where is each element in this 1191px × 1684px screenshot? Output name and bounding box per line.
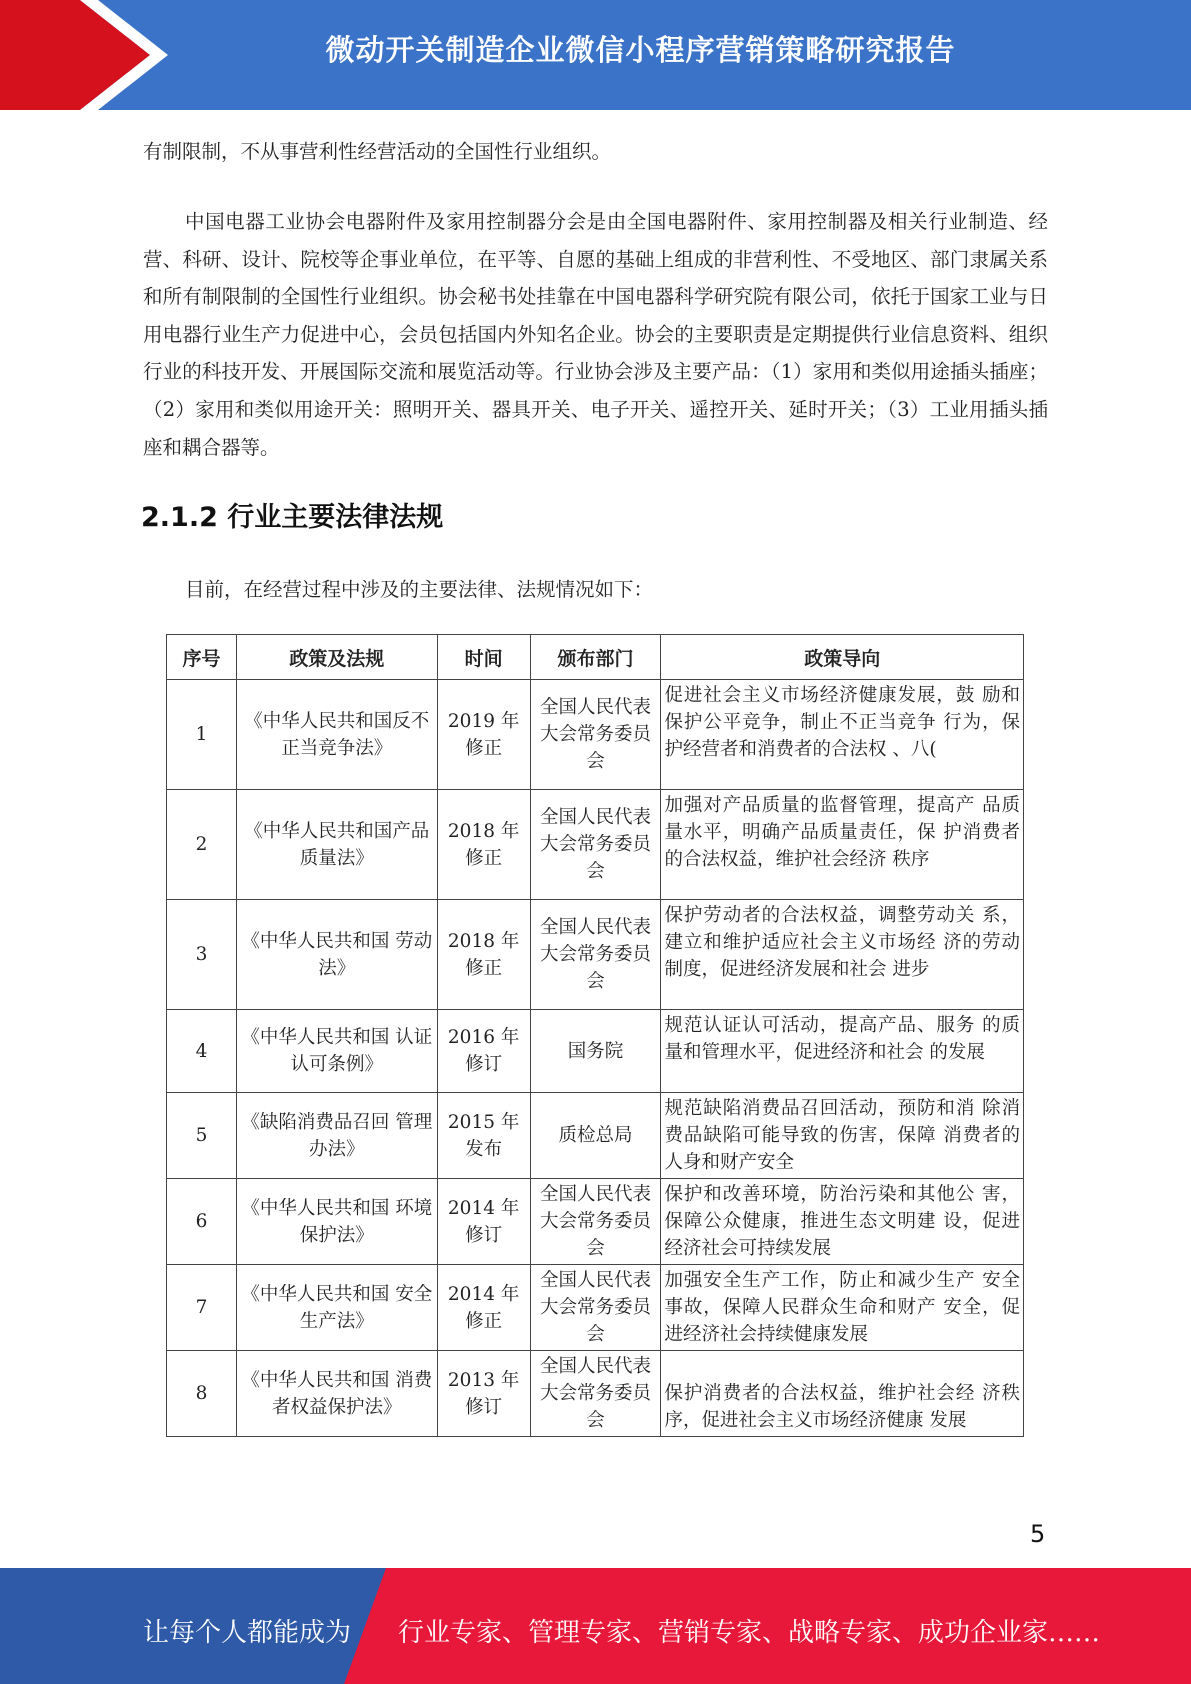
table-row (167, 790, 1024, 900)
cell-orientation: 规范缺陷消费品召回活动，预防和消 除消费品缺陷可能导致的伤害，保障 消费者的人身和财产安全 (661, 1093, 1024, 1179)
table-row (167, 680, 1024, 790)
footer-slogan-left: 让每个人都能成为 (143, 1618, 352, 1648)
header-department: 颁布部门 (530, 635, 661, 680)
header-law: 政策及法规 (236, 635, 437, 680)
cell-law: 《中华人民共和国产品质量法》 (236, 790, 437, 900)
header-index: 序号 (167, 635, 237, 680)
cell-law: 《缺陷消费品召回 管理办法》 (236, 1093, 437, 1179)
cell-law: 《中华人民共和国 认证认可条例》 (236, 1010, 437, 1093)
cell-time: 2013 年修订 (437, 1351, 530, 1437)
page-header (0, 0, 1191, 110)
cell-department: 全国人民代表大会常务委员会 (530, 1265, 661, 1351)
cell-orientation: 保护劳动者的合法权益，调整劳动关 系，建立和维护适应社会主义市场经 济的劳动制度，促进经济发展和社会 进步 (661, 900, 1024, 1010)
cell-orientation: 保护和改善环境，防治污染和其他公 害，保障公众健康，推进生态文明建 设，促进经济社会可持续发展 (661, 1179, 1024, 1265)
table-row (167, 1093, 1024, 1179)
cell-time: 2014 年修订 (437, 1179, 530, 1265)
paragraph-continued: 有制限制，不从事营利性经营活动的全国性行业组织。 (143, 140, 612, 163)
cell-department: 质检总局 (530, 1093, 661, 1179)
paragraph-association: 中国电器工业协会电器附件及家用控制器分会是由全国电器附件、家用控制器及相关行业制造、经营、科研、设计、院校等企事业单位，在平等、自愿的基础上组成的非营利性、不受地区、部门隶属关系和所有制限制的全国性行业组织。协会秘书处挂靠在中国电器科学研究院有限公司，依托于国家工业与日用电器行业生产力促进中心，会员包括国内外知名企业。协会的主要职责是定期提供行业信息资料、组织行业的科技开发、开展国际交流和展览活动等。行业协会涉及主要产品：（1）家用和类似用途插头插座；（2）家用和类似用途开关：照明开关、器具开关、电子开关、遥控开关、延时开关；（3）工业用插头插座和耦合器等。 (143, 210, 1048, 459)
header-orientation: 政策导向 (661, 635, 1024, 680)
cell-index: 1 (167, 680, 237, 790)
cell-department: 全国人民代表大会常务委员会 (530, 900, 661, 1010)
laws-table (166, 634, 1024, 1437)
cell-index: 7 (167, 1265, 237, 1351)
report-title: 微动开关制造企业微信小程序营销策略研究报告 (325, 33, 956, 67)
table-row (167, 1351, 1024, 1437)
cell-law: 《中华人民共和国反不正当竞争法》 (236, 680, 437, 790)
table-row (167, 1179, 1024, 1265)
cell-department: 国务院 (530, 1010, 661, 1093)
cell-law: 《中华人民共和国 安全生产法》 (236, 1265, 437, 1351)
cell-index: 4 (167, 1010, 237, 1093)
cell-department: 全国人民代表大会常务委员会 (530, 790, 661, 900)
cell-index: 8 (167, 1351, 237, 1437)
cell-index: 3 (167, 900, 237, 1010)
cell-law: 《中华人民共和国 消费者权益保护法》 (236, 1351, 437, 1437)
table-header-row (167, 635, 1024, 680)
cell-index: 6 (167, 1179, 237, 1265)
page-number: 5 (1030, 1520, 1046, 1548)
footer-slogan-right: 行业专家、管理专家、营销专家、战略专家、成功企业家…… (398, 1618, 1101, 1648)
paragraph-intro: 目前，在经营过程中涉及的主要法律、法规情况如下： (185, 578, 654, 601)
section-heading: 2.1.2 行业主要法律法规 (141, 502, 444, 533)
cell-orientation: 加强对产品质量的监督管理，提高产 品质量水平，明确产品质量责任，保 护消费者的合法权益，维护社会经济 秩序 (661, 790, 1024, 900)
header-time: 时间 (437, 635, 530, 680)
table-row (167, 1265, 1024, 1351)
table-row (167, 1010, 1024, 1093)
table-row (167, 900, 1024, 1010)
page-footer (0, 1568, 1191, 1684)
cell-department: 全国人民代表大会常务委员会 (530, 1351, 661, 1437)
cell-law: 《中华人民共和国 环境保护法》 (236, 1179, 437, 1265)
cell-index: 2 (167, 790, 237, 900)
cell-orientation: 规范认证认可活动，提高产品、服务 的质量和管理水平，促进经济和社会 的发展 (661, 1010, 1024, 1093)
cell-department: 全国人民代表大会常务委员会 (530, 680, 661, 790)
cell-orientation: 保护消费者的合法权益，维护社会经 济秩序，促进社会主义市场经济健康 发展 (661, 1351, 1024, 1437)
cell-department: 全国人民代表大会常务委员会 (530, 1179, 661, 1265)
cell-law: 《中华人民共和国 劳动法》 (236, 900, 437, 1010)
cell-time: 2016 年修订 (437, 1010, 530, 1093)
cell-index: 5 (167, 1093, 237, 1179)
cell-time: 2018 年修正 (437, 900, 530, 1010)
cell-time: 2014 年修正 (437, 1265, 530, 1351)
cell-time: 2018 年修正 (437, 790, 530, 900)
cell-orientation: 促进社会主义市场经济健康发展，鼓 励和保护公平竞争，制止不正当竞争 行为，保护经营者和消费者的合法权 、八( (661, 680, 1024, 790)
cell-time: 2015 年发布 (437, 1093, 530, 1179)
cell-time: 2019 年修正 (437, 680, 530, 790)
cell-orientation: 加强安全生产工作，防止和减少生产 安全事故，保障人民群众生命和财产 安全，促进经济社会持续健康发展 (661, 1265, 1024, 1351)
